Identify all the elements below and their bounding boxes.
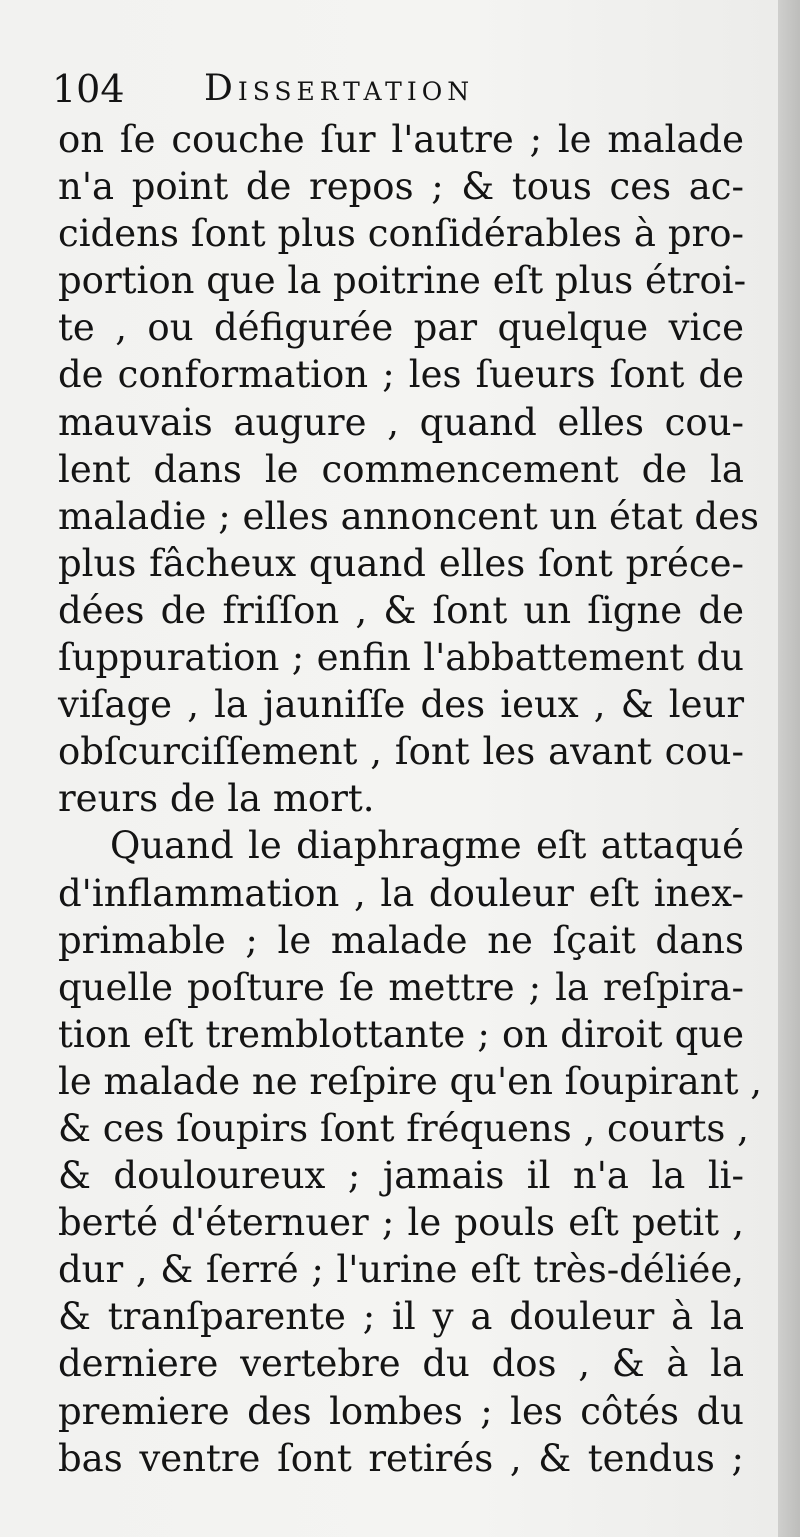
text-line: on ſe couche ſur l'autre ; le malade — [58, 118, 744, 161]
text-line: portion que la poitrine eſt plus étroi- — [58, 259, 747, 303]
text-line: ſuppuration ; enfin l'abbattement du — [58, 636, 744, 680]
text-line: cidens ſont plus conſidérables à pro- — [58, 212, 744, 256]
text-line: dur , & ſerré ; l'urine eſt très-déliée, — [58, 1248, 744, 1292]
text-line: dées de friſſon , & ſont un ſigne de — [58, 588, 744, 632]
text-line: obſcurciſſement , ſont les avant cou- — [58, 730, 744, 774]
page-number: 104 — [52, 67, 125, 111]
text-line: bas ventre ſont retirés , & tendus ; — [58, 1436, 744, 1480]
text-line: berté d'éternuer ; le pouls eſt petit , — [58, 1201, 744, 1245]
text-line: te , ou défigurée par quelque vice — [58, 306, 744, 350]
text-line: & ces ſoupirs ſont fréquens , courts , — [58, 1106, 749, 1150]
text-line: de conformation ; les ſueurs ſont de — [58, 353, 744, 397]
text-line: & tranſparente ; il y a douleur à la — [58, 1295, 744, 1339]
text-line: reurs de la mort. — [58, 777, 375, 821]
running-title: Dissertation — [204, 68, 475, 109]
text-line: primable ; le malade ne ſçait dans — [58, 918, 744, 962]
text-line: d'inflammation , la douleur eſt inex- — [58, 871, 744, 915]
text-line: tion eſt tremblottante ; on diroit que — [58, 1012, 744, 1056]
text-line: quelle poſture ſe mettre ; la reſpira- — [58, 965, 744, 1009]
text-line: mauvais augure , quand elles cou- — [58, 400, 744, 444]
text-line: & douloureux ; jamais il n'a la li- — [58, 1154, 744, 1198]
body-text — [58, 116, 762, 1482]
text-line: plus fâcheux quand elles ſont préce- — [58, 541, 744, 585]
text-line: viſage , la jauniſſe des ieux , & leur — [58, 683, 744, 727]
text-line: premiere des lombes ; les côtés du — [58, 1389, 744, 1433]
text-line: lent dans le commencement de la — [58, 447, 744, 491]
text-line: derniere vertebre du dos , & à la — [58, 1342, 744, 1386]
page-edge-shadow — [778, 0, 800, 1537]
text-line: maladie ; elles annoncent un état des — [58, 494, 759, 538]
text-line: le malade ne reſpire qu'en ſoupirant , — [58, 1059, 762, 1103]
text-line: Quand le diaphragme eſt attaqué — [110, 824, 744, 868]
text-line: n'a point de repos ; & tous ces ac- — [58, 165, 744, 209]
page-header — [52, 64, 752, 114]
